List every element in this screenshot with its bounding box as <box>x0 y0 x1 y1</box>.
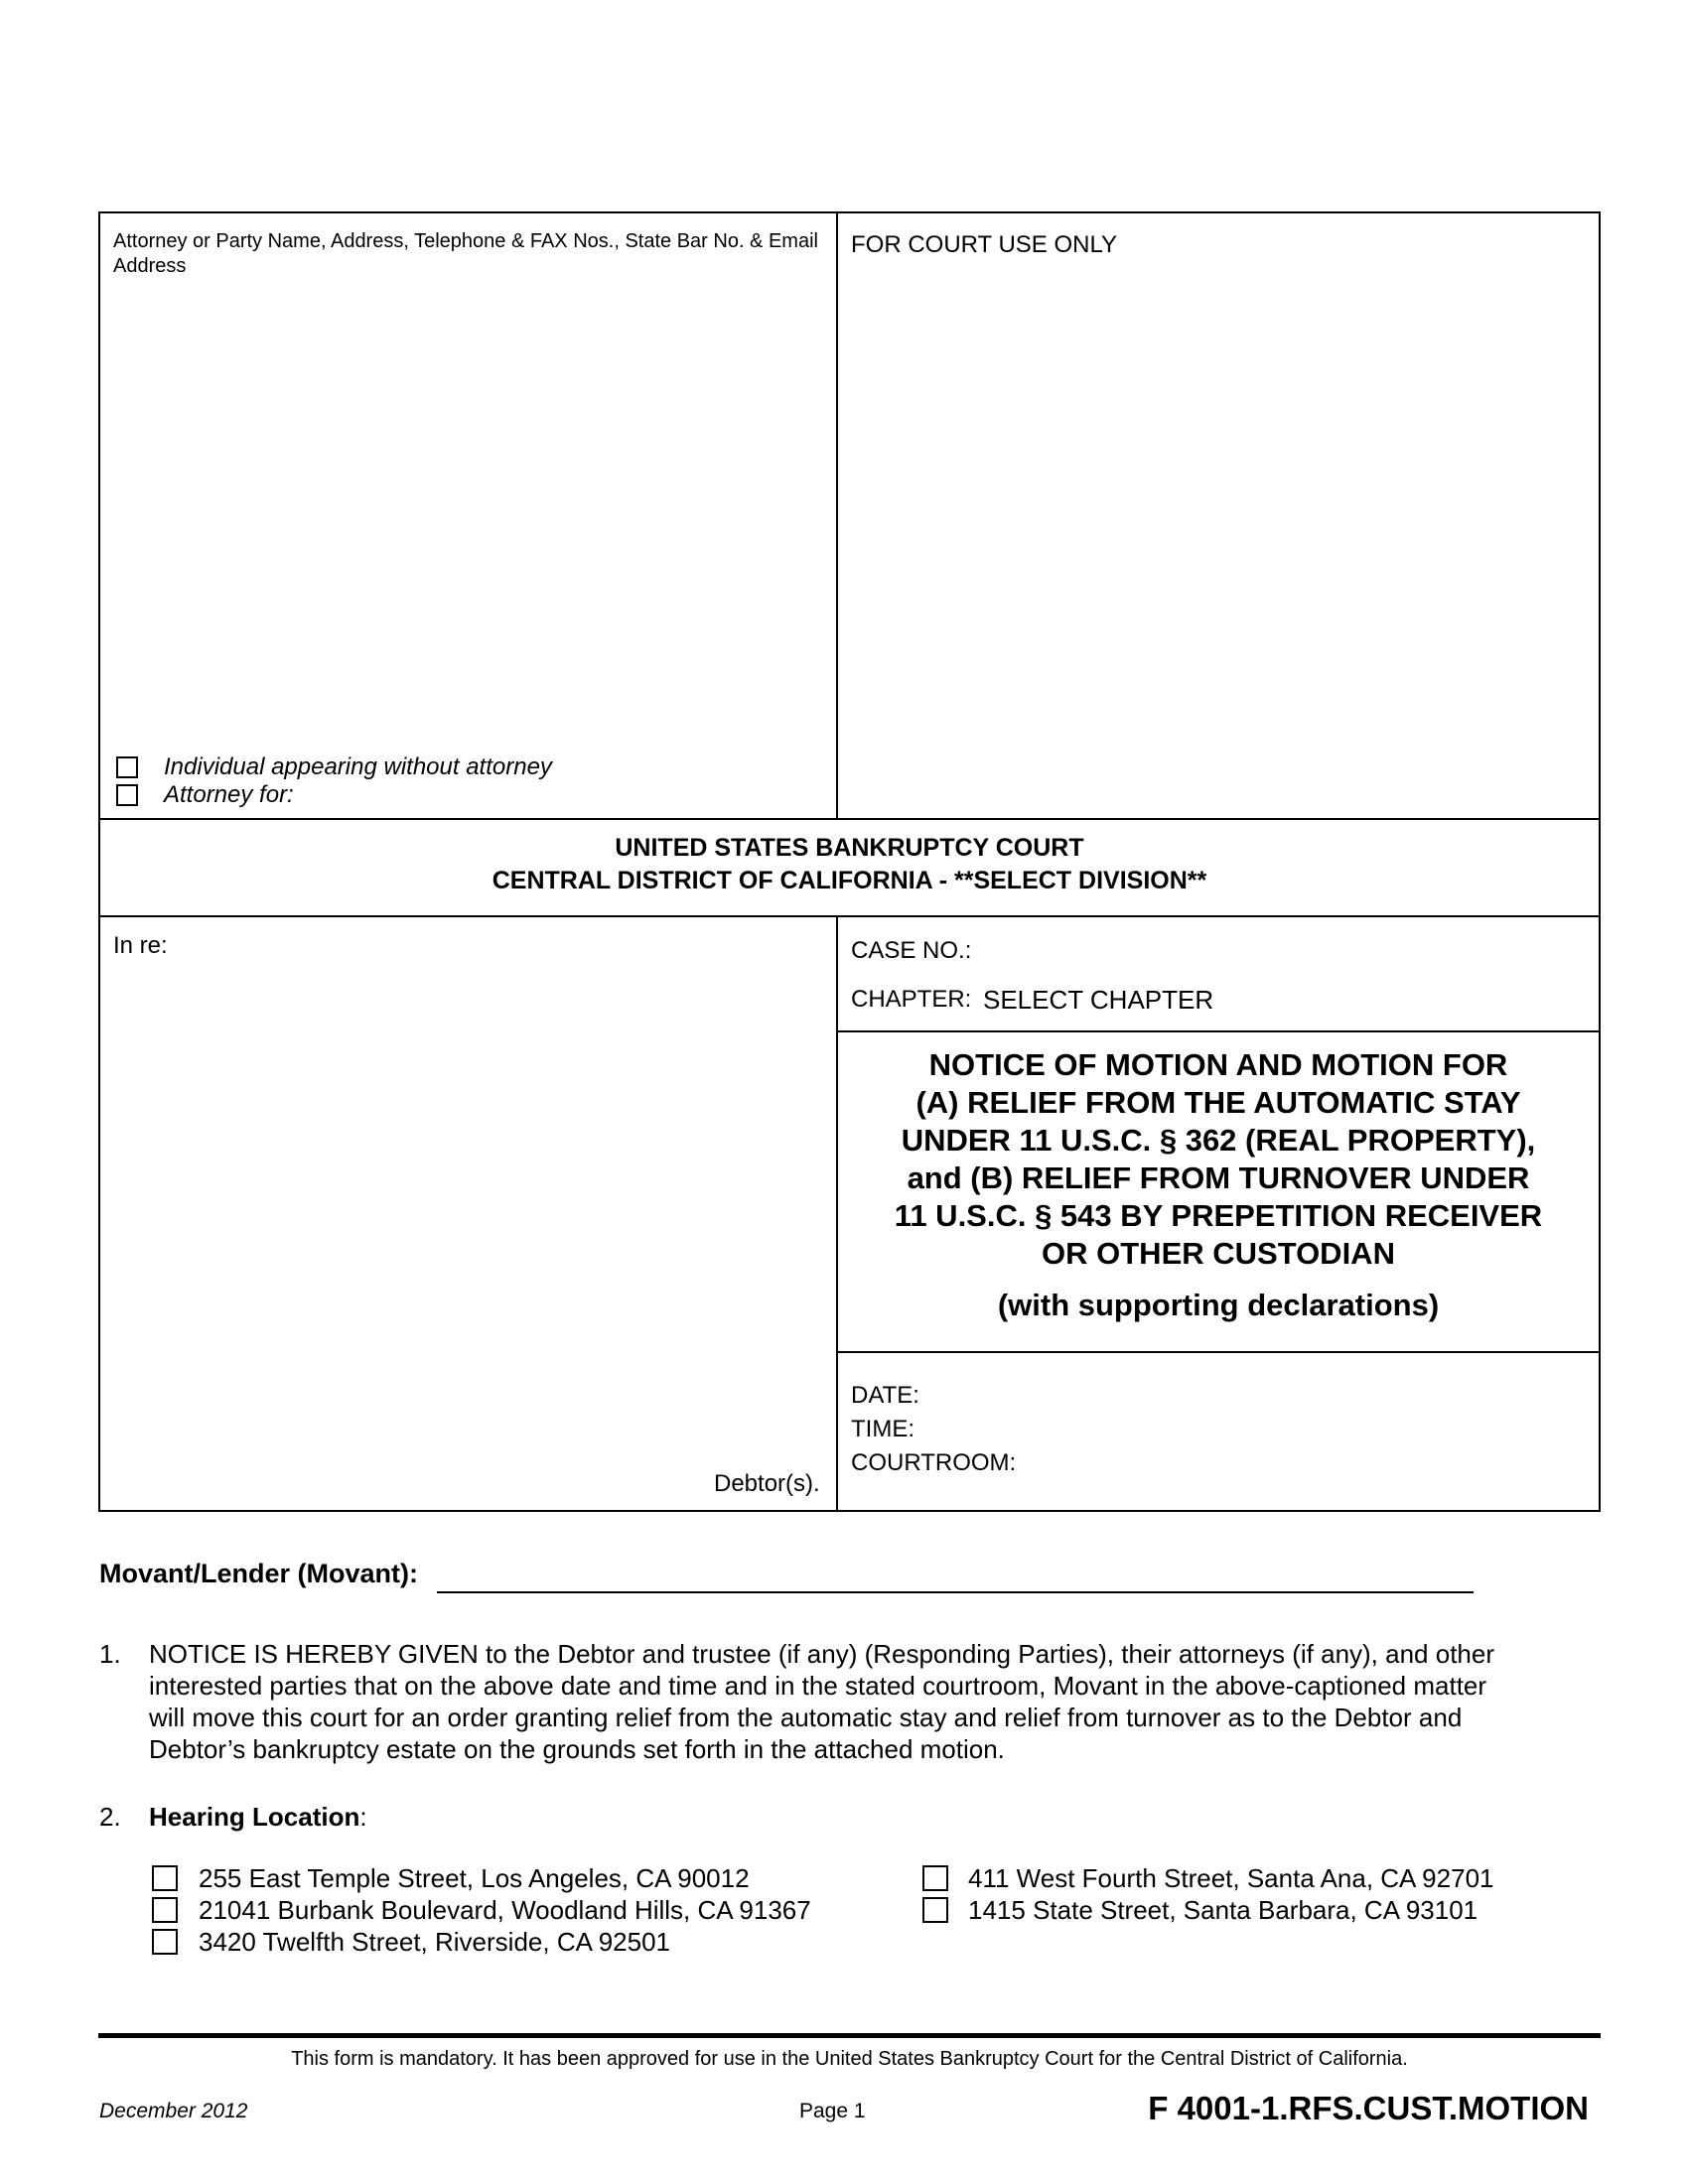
movant-label: Movant/Lender (Movant): <box>99 1559 418 1588</box>
item-2-heading <box>149 1801 367 1833</box>
item-1-line-4: Debtor’s bankruptcy estate on the grounds set forth in the attached motion. <box>149 1734 1005 1764</box>
court-use-label: FOR COURT USE ONLY <box>851 231 1118 258</box>
caption-line-court-top <box>98 818 1601 820</box>
location-los-angeles: 255 East Temple Street, Los Angeles, CA 90012 <box>199 1863 750 1893</box>
time-label: TIME: <box>851 1416 914 1442</box>
item-1-line-1: NOTICE IS HEREBY GIVEN to the Debtor and trustee (if any) (Responding Parties), their attorneys (if any), and other <box>149 1639 1494 1669</box>
location-checkbox-santa-ana[interactable] <box>922 1865 948 1891</box>
item-1-number: 1. <box>99 1639 121 1669</box>
chapter-select[interactable]: SELECT CHAPTER <box>983 985 1214 1015</box>
footer-form-id: F 4001-1.RFS.CUST.MOTION <box>1148 2090 1589 2126</box>
title-line-4: and (B) RELIEF FROM TURNOVER UNDER <box>907 1160 1530 1195</box>
footer-mandatory: This form is mandatory. It has been approved for use in the United States Bankruptcy Court for the Central District of California. <box>291 2048 1408 2070</box>
caption-line-court-bottom <box>98 915 1601 917</box>
debtors-label: Debtor(s). <box>714 1470 820 1497</box>
location-woodland-hills: 21041 Burbank Boulevard, Woodland Hills, CA 91367 <box>199 1895 811 1925</box>
item-2-number: 2. <box>99 1802 121 1832</box>
caption-line-title-bottom <box>836 1351 1601 1353</box>
title-line-1: NOTICE OF MOTION AND MOTION FOR <box>928 1047 1508 1082</box>
location-checkbox-woodland-hills[interactable] <box>152 1897 178 1923</box>
location-checkbox-los-angeles[interactable] <box>152 1865 178 1891</box>
in-re-label: In re: <box>113 932 168 959</box>
item-1-line-3: will move this court for an order granting relief from the automatic stay and relief from turnover as to the Debtor and <box>149 1703 1463 1732</box>
individual-label: Individual appearing without attorney <box>164 753 552 780</box>
footer-page: Page 1 <box>799 2100 866 2122</box>
item-1-line-2: interested parties that on the above date and time and in the stated courtroom, Movant in the above-captioned matter <box>149 1671 1487 1701</box>
footer-date: December 2012 <box>99 2100 248 2122</box>
chapter-label: CHAPTER: <box>851 986 972 1013</box>
location-santa-ana: 411 West Fourth Street, Santa Ana, CA 92701 <box>968 1863 1494 1893</box>
title-line-6: OR OTHER CUSTODIAN <box>1042 1236 1395 1271</box>
court-line-2: CENTRAL DISTRICT OF CALIFORNIA - **SELECT DIVISION** <box>492 867 1207 894</box>
attorney-label: Attorney or Party Name, Address, Telephone & FAX Nos., State Bar No. & Email Address <box>113 230 818 277</box>
attorney-for-checkbox[interactable] <box>116 784 138 806</box>
location-checkbox-santa-barbara[interactable] <box>922 1897 948 1923</box>
movant-input[interactable] <box>437 1560 1474 1593</box>
hearing-location-label: Hearing Location <box>149 1802 360 1832</box>
hearing-location-colon: : <box>359 1802 367 1832</box>
case-no-label: CASE NO.: <box>851 937 972 964</box>
date-label: DATE: <box>851 1382 919 1409</box>
location-riverside: 3420 Twelfth Street, Riverside, CA 92501 <box>199 1927 671 1957</box>
court-line-1: UNITED STATES BANKRUPTCY COURT <box>615 834 1084 862</box>
courtroom-label: COURTROOM: <box>851 1449 1017 1476</box>
item-1-text <box>149 1638 1618 1765</box>
title-line-2: (A) RELIEF FROM THE AUTOMATIC STAY <box>915 1085 1521 1120</box>
title-line-5: 11 U.S.C. § 543 BY PREPETITION RECEIVER <box>894 1198 1543 1233</box>
location-checkbox-riverside[interactable] <box>152 1929 178 1955</box>
title-line-3: UNDER 11 U.S.C. § 362 (REAL PROPERTY), <box>901 1123 1536 1158</box>
location-santa-barbara: 1415 State Street, Santa Barbara, CA 93101 <box>968 1895 1478 1925</box>
individual-checkbox[interactable] <box>116 756 138 778</box>
court-name <box>98 832 1601 897</box>
footer-rule <box>98 2033 1601 2038</box>
title-subtitle: (with supporting declarations) <box>997 1288 1440 1322</box>
caption-line-title-top <box>836 1030 1601 1032</box>
motion-title <box>836 1046 1601 1324</box>
caption-divider-upper <box>836 211 838 819</box>
attorney-for-label: Attorney for: <box>164 781 294 808</box>
